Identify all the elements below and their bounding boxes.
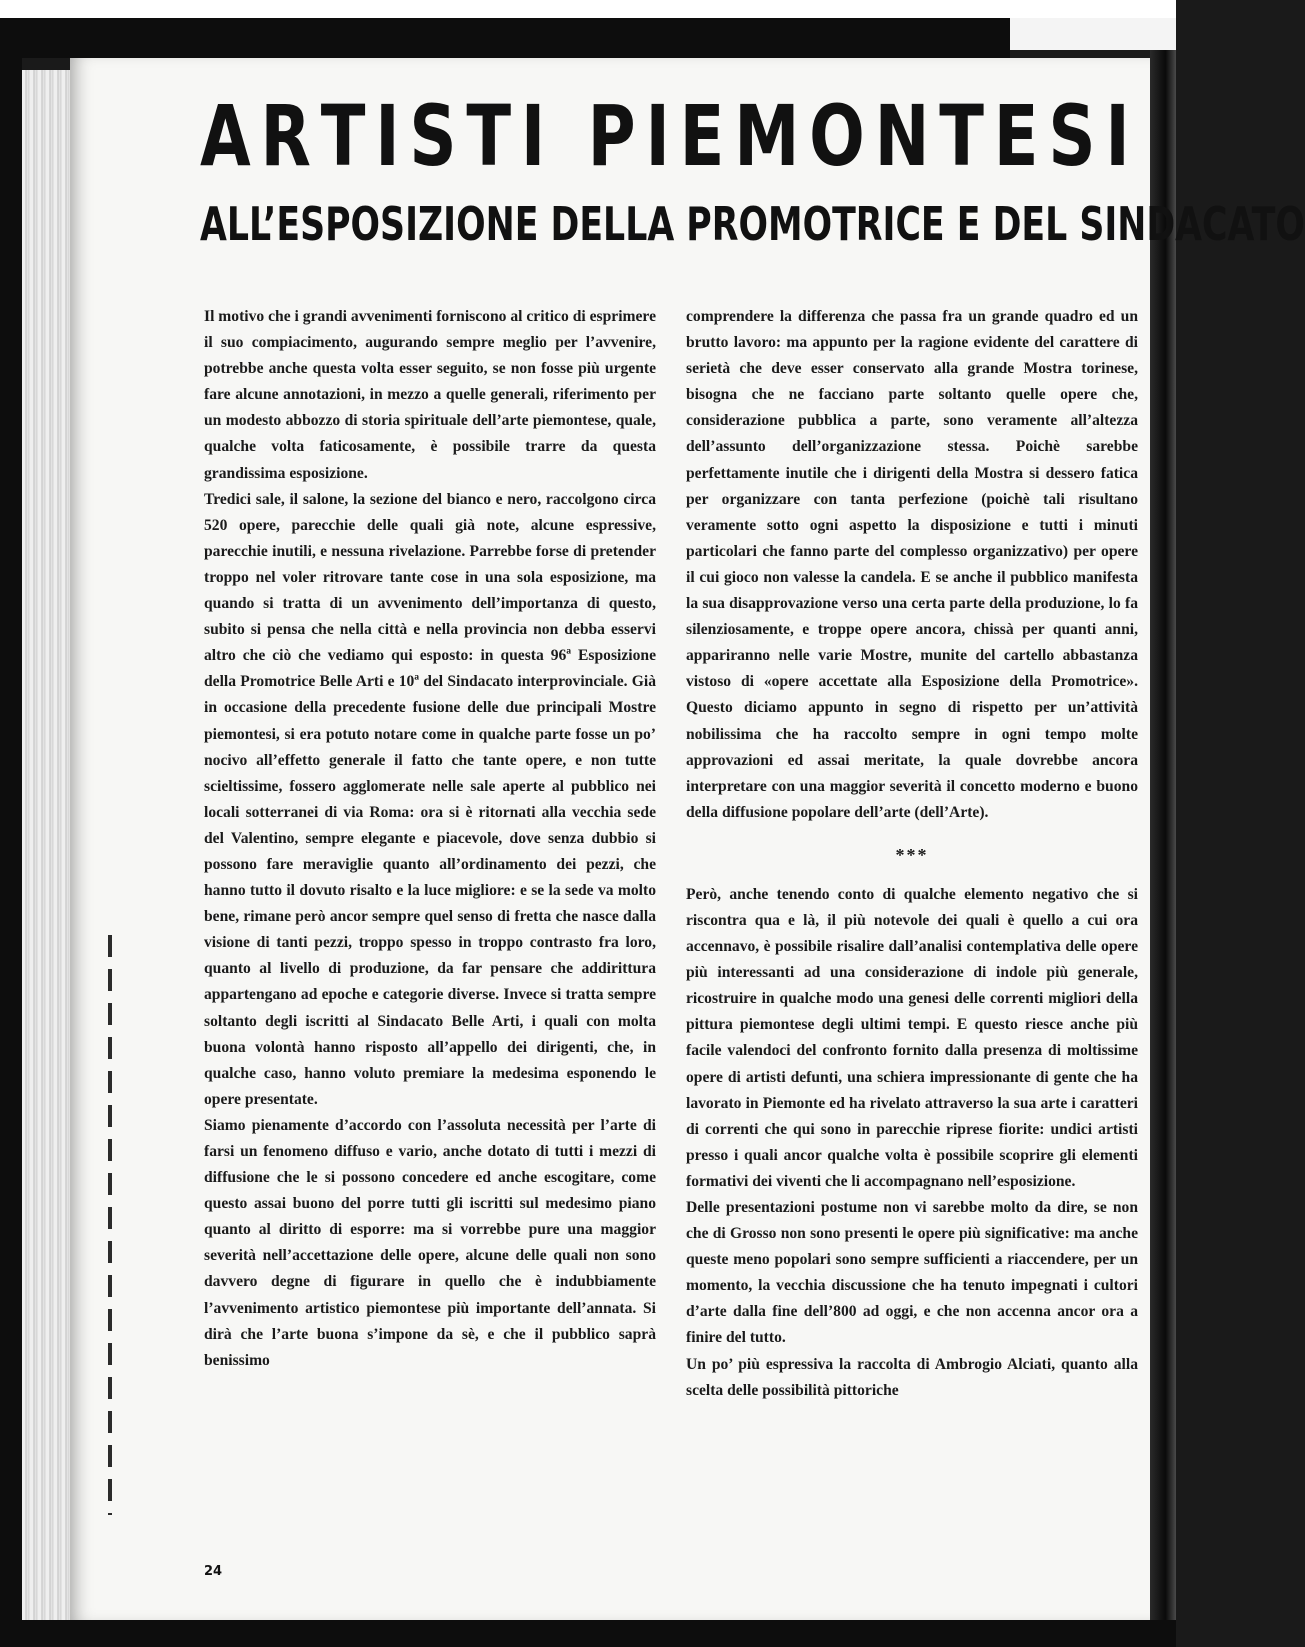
paragraph: Un po’ più espressiva la raccolta di Ambrogio Alciati, quanto alla scelta delle possibilità pittoriche	[686, 1355, 1138, 1399]
article-subtitle: ALL’ESPOSIZIONE DELLA PROMOTRICE E DEL SINDACATO	[200, 197, 1305, 251]
title-letter: E	[679, 87, 725, 185]
paragraph: comprendere la differenza che passa fra un grande quadro ed un brutto lavoro: ma appunto per la ragione evidente del carattere di serietà che deve esser conservato alla grande Mostra torinese, bisogna che ne facciano parte soltanto quelle opere che, considerazione pubblica a parte, sono veramente all’altezza dell’assunto dell’organizzazione stessa. Poichè sarebbe perfettamente inutile che i dirigenti della Mostra si dessero fatica per organizzare con tanta perfezione (poichè tali risultano veramente sotto ogni aspetto la disposizione e tutti i minuti particolari che fanno parte del complesso organizzativo) per opere il cui gioco non valesse la candela. E se anche il pubblico manifesta la sua disapprovazione verso una certa parte della produzione, lo fa silenziosamente, e troppe opere ancora, chissà per quanti anni, appariranno nelle varie Mostre, munite del cartello abbastanza vistoso di «opere accettate alla Esposizione della Promotrice». Questo diciamo appunto in segno di rispetto per un’attività nobilissima che ha raccolto sempre in ogni tempo molte approvazioni ed assai meritate, la quale dovrebbe ancora interpretare con una maggior severità il concetto moderno e buono della diffusione popolare dell’arte (dell’Arte).	[686, 308, 1138, 821]
scan-bottom-border	[0, 1620, 1176, 1647]
title-letter: I	[375, 87, 400, 185]
title-letter: S	[1048, 87, 1096, 185]
text-column-left	[204, 304, 656, 1374]
title-letter: O	[809, 87, 865, 185]
page-number: 24	[204, 1564, 223, 1579]
paragraph: Siamo pienamente d’accordo con l’assoluta necessità per l’arte di farsi un fenomeno diffuso e vario, anche dotato di tutti i mezzi di diffusione che le si possono concedere ed anche escogitare, come questo assai buono del porre tutti gli iscritti sul medesimo piano quanto al diritto di esporre: ma si vorrebbe pure una maggior severità nell’accettazione delle opere, alcune delle quali non sono davvero degne di figurare in quello che è indubbiamente l’avvenimento artistico piemontese più importante dell’annata. Si dirà che l’arte buona s’impone da sè, e che il pubblico saprà benissimo	[204, 1116, 656, 1369]
scan-top-margin	[0, 0, 1176, 18]
title-letter	[555, 88, 578, 184]
title-letter: M	[734, 87, 800, 185]
title-letter: I	[520, 87, 546, 185]
paragraph: Delle presentazioni postume non vi sarebbe molto da dire, se non che di Grosso non sono presenti le opere più significative: ma anche queste meno popolari sono sempre sufficienti a riaccendere, per un momento, la vecchia discussione che ha tenuto impegnati i cultori d’arte dalla fine dell’800 ad oggi, e che non accenna ancor ora a finire del tutto.	[686, 1199, 1138, 1347]
paragraph: Tredici sale, il salone, la sezione del bianco e nero, raccolgono circa 520 opere, parecchie delle quali già note, alcune espressive, parecchie inutili, e nessuna rivelazione. Parrebbe forse di pretender troppo nel voler ritrovare tante cose in una sola esposizione, ma quando si tratta di un avvenimento dell’importanza di questo, subito si pensa che nella città e nella provincia non debba esservi altro che ciò che vediamo qui esposto: in questa 96ª Esposizione della Promotrice Belle Arti e 10ª del Sindacato interprovinciale. Già in occasione della precedente fusione delle due principali Mostre piemontesi, si era potuto notare come in qualche parte fosse un po’ nocivo all’effetto generale il fatto che tante opere, e non tutte scieltissime, fossero agglomerate nelle sale aperte al pubblico nei locali sotterranei di via Roma: ora si è ritornati alla vecchia sede del Valentino, sempre elegante e piacevole, dove senza dubbio si possono fare meraviglie quanto all’ordinamento dei pezzi, che hanno tutto il dovuto risalto e la luce migliore: e se la sede va molto bene, rimane però ancor sempre quel senso di fretta che nasce dalla visione di tanti pezzi, troppo spesso in troppo contrasto fra loro, quanto al livello di produzione, da far pensare che addirittura appartengano ad epoche e categorie diverse. Invece si tratta sempre soltanto degli iscritti al Sindacato Belle Arti, i quali con molta buona volontà hanno risposto all’appello dei dirigenti, che, in qualche caso, hanno voluto premiare la medesima esponendo le opere presentate.	[204, 490, 656, 1108]
title-letter: E	[993, 87, 1039, 185]
gutter-marks	[108, 935, 112, 1515]
title-letter: S	[409, 87, 457, 185]
title-letter: I	[1105, 87, 1130, 185]
paragraph: Però, anche tenendo conto di qualche elemento negativo che si riscontra qua e là, il più notevole dei quali è quello a cui ora accennavo, è possibile risalire dall’analisi contemplativa delle opere più interessanti ad una considerazione di indole più generale, ricostruire in qualche modo una genesi delle correnti migliori della pittura piemontese degli ultimi tempi. E questo riesce anche più facile valendoci del confronto fornito dalla presenza di moltissime opere di artisti defunti, una schiera impressionante di gente che ha lavorato in Piemonte ed ha rivelato attraverso la sua arte i caratteri di correnti che qui sono in parecchie riprese fiorite: undici artisti presso i quali ancor qualche volta è possibile scoprire gli elementi formativi dei viventi che li accompagnano nell’esposizione.	[686, 885, 1138, 1190]
text-column-right	[686, 304, 1138, 1404]
title-letter: T	[320, 87, 366, 185]
article-title	[200, 88, 1130, 184]
title-letter: R	[260, 87, 311, 185]
title-letter: T	[466, 87, 512, 185]
title-letter: T	[939, 87, 985, 185]
title-letter: A	[200, 87, 251, 185]
scan-left-border	[0, 58, 22, 1647]
scan-top-right-margin	[1010, 18, 1176, 50]
section-separator: ***	[895, 844, 929, 865]
title-letter: I	[645, 87, 670, 185]
scan-top-border	[0, 18, 1010, 58]
title-letter: P	[587, 87, 636, 185]
paragraph: Il motivo che i grandi avvenimenti forniscono al critico di esprimere il suo compiacimento, augurando sempre meglio per l’avvenire, potrebbe anche questa volta esser seguito, se non fosse più urgente fare alcune annotazioni, in mezzo a quelle generali, riferimento per un modesto abbozzo di storia spirituale dell’arte piemontese, quale, qualche volta faticosamente, è possibile trarre da questa grandissima esposizione.	[204, 308, 656, 482]
scan-right-border	[1150, 50, 1176, 1647]
title-letter: N	[874, 87, 930, 185]
